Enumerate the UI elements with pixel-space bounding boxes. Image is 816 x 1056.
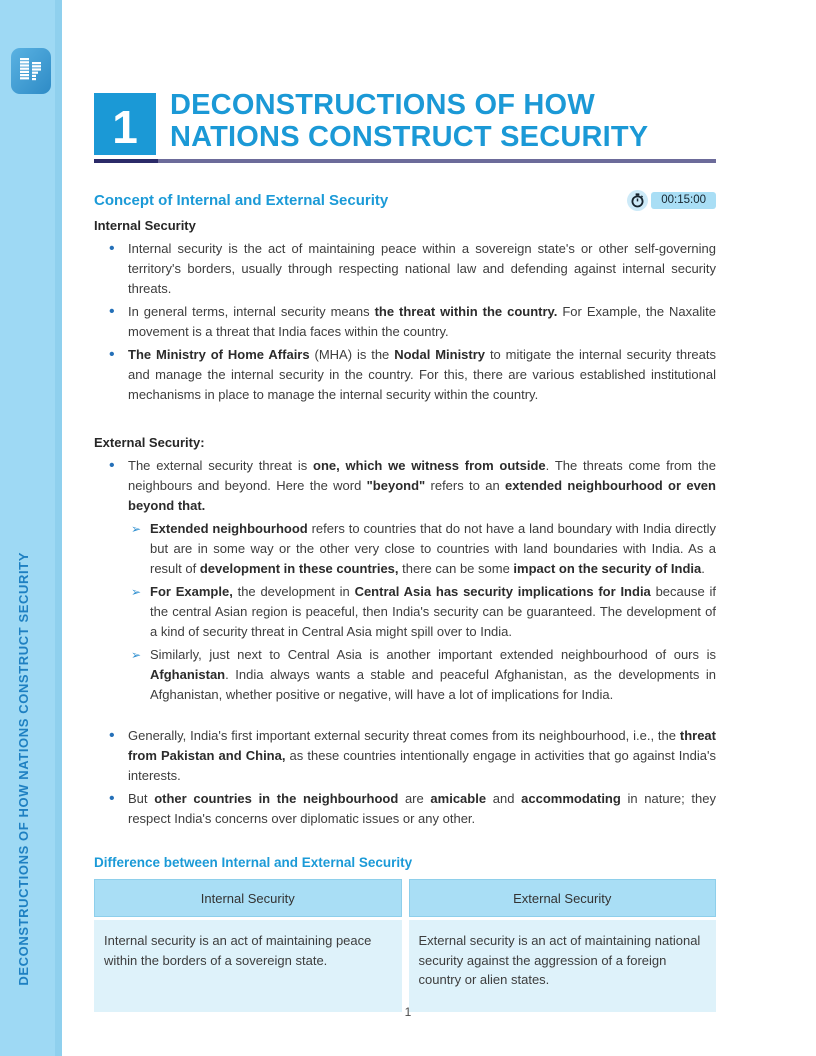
paragraph: Similarly, just next to Central Asia is another important extended neighbourhood of ours is Afghanistan. India always wants a stable and peaceful Afghanistan, as the developments in Afghanistan, whether positive or negative, will have a lot of implications for India. [150, 647, 716, 702]
timer-badge [627, 190, 716, 211]
spacer [94, 408, 716, 428]
paragraph: Generally, India's first important external security threat comes from its neighbourhood, i.e., the threat from Pakistan and China, as these countries intentionally engage in activities that go against India's interests. [128, 728, 716, 783]
page-number: 1 [404, 1005, 412, 1019]
paragraph: Extended neighbourhood refers to countries that do not have a land boundary with India directly but are in some way or the other very close to countries with land boundaries with India. As a result of development in these countries, there can be some impact on the security of India. [150, 521, 716, 576]
paragraph: The Ministry of Home Affairs (MHA) is the Nodal Ministry to mitigate the internal security threats and manage the internal security in the country. For this, there are various established institutional mechanisms in place to manage the internal security within the country. [128, 347, 716, 402]
table-cell-external: External security is an act of maintaining national security against the aggression of a foreign country or alien states. [409, 920, 717, 1012]
arrow-bullet-icon [94, 519, 150, 579]
chapter-title-line1: DECONSTRUCTIONS OF HOW [170, 89, 595, 121]
bullet-item [94, 726, 716, 786]
bullet-dot-icon [94, 789, 128, 829]
chapter-header [94, 89, 716, 155]
bullet-dot-icon [94, 302, 128, 342]
table-cell-internal: Internal security is an act of maintaining peace within the borders of a sovereign state. [94, 920, 402, 1012]
title-underline [94, 159, 716, 163]
timer-value: 00:15:00 [651, 192, 716, 209]
paragraph: For Example, the development in Central Asia has security implications for India because if the central Asian region is peaceful, then India's security can be guaranteed. The development of a kind of security threat in Central Asia might spill over to India. [150, 584, 717, 639]
bullet-item [94, 239, 716, 299]
bullet-dot-icon [94, 345, 128, 405]
spacer [94, 708, 716, 726]
bullet-item [94, 302, 716, 342]
sidebar [0, 0, 62, 1056]
bullet-item [94, 456, 716, 516]
table-header-internal: Internal Security [94, 879, 402, 917]
paragraph: The external security threat is one, which we witness from outside. The threats come from the neighbours and beyond. Here the word "beyond" refers to an extended neighbourhood or even beyond that. [128, 458, 716, 513]
main-content [94, 89, 717, 1012]
arrow-item [94, 519, 716, 579]
paragraph: But other countries in the neighbourhood are amicable and accommodating in nature; they respect India's concerns over diplomatic issues or any other. [128, 791, 717, 826]
pw-logo-icon [11, 48, 51, 94]
arrow-item [94, 582, 716, 642]
arrow-bullet-icon [94, 582, 150, 642]
arrow-bullet-icon [94, 645, 150, 705]
difference-heading: Difference between Internal and External Security [94, 855, 413, 870]
stopwatch-icon [627, 190, 648, 211]
external-security-heading: External Security: [94, 435, 205, 450]
section-header-row [94, 190, 716, 211]
chapter-title-line2: NATIONS CONSTRUCT SECURITY [170, 121, 649, 153]
bullet-item [94, 345, 716, 405]
paragraph: Internal security is the act of maintaining peace within a sovereign state's or other self-governing territory's borders, usually through respecting national law and defending against internal security threats. [128, 241, 716, 296]
internal-security-heading: Internal Security [94, 218, 196, 233]
table-header-external: External Security [409, 879, 717, 917]
arrow-item [94, 645, 716, 705]
sidebar-vertical-title: DECONSTRUCTIONS OF HOW NATIONS CONSTRUCT SECURITY [16, 552, 31, 986]
paragraph: In general terms, internal security means the threat within the country. For Example, the Naxalite movement is a threat that India faces within the country. [128, 304, 716, 339]
bullet-item [94, 789, 716, 829]
section-heading: Concept of Internal and External Security [94, 192, 389, 209]
bullet-dot-icon [94, 456, 128, 516]
chapter-number: 1 [94, 93, 156, 155]
bullet-dot-icon [94, 239, 128, 299]
bullet-dot-icon [94, 726, 128, 786]
difference-table [94, 879, 716, 1012]
chapter-title [170, 89, 648, 153]
